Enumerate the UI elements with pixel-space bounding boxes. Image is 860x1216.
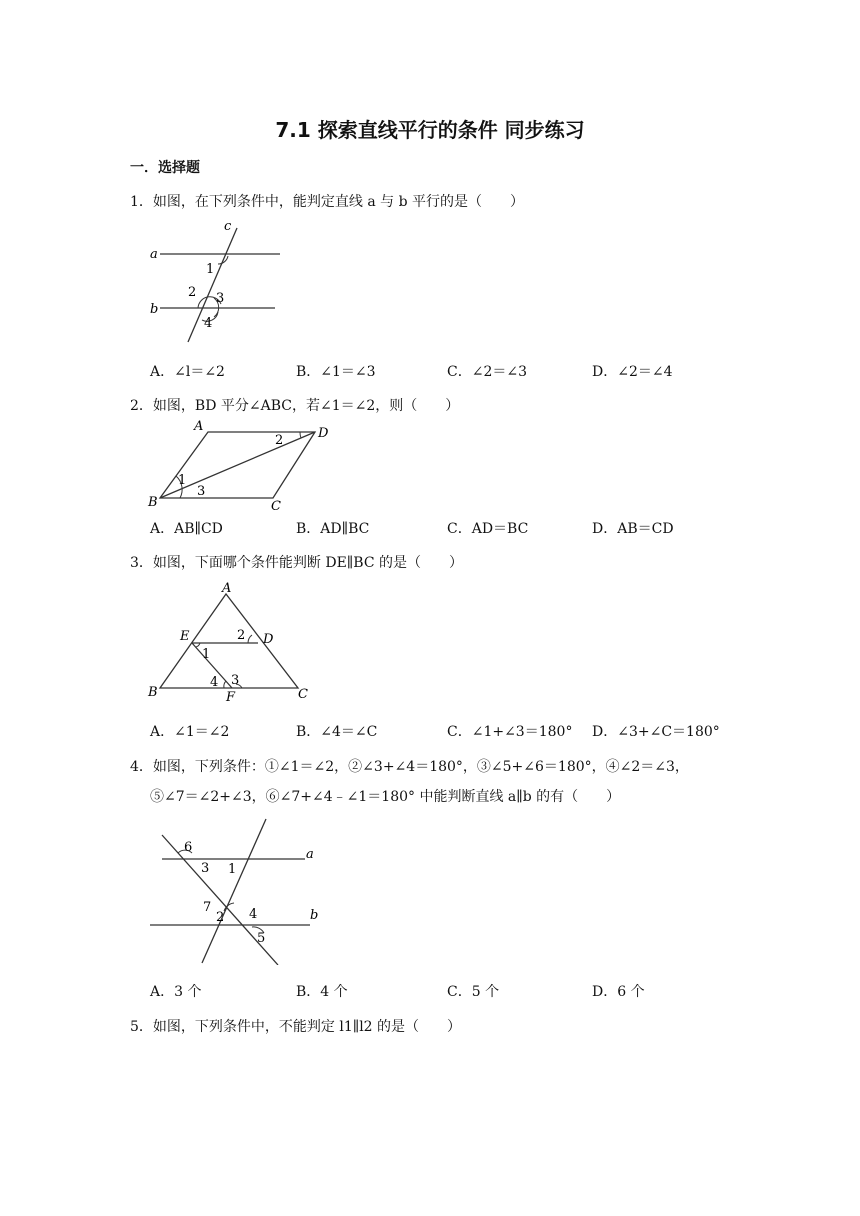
q4-label-a: a bbox=[306, 847, 314, 862]
q4-label-4: 4 bbox=[249, 907, 258, 922]
q1-option-d[interactable]: D．∠2＝∠4 bbox=[592, 364, 673, 380]
question-4-stem-line-1: 4．如图，下列条件：①∠1＝∠2，②∠3+∠4＝180°，③∠5+∠6＝180°，④∠2＝∠3， bbox=[130, 759, 689, 775]
q2-label-3: 3 bbox=[197, 484, 206, 499]
q4-label-3: 3 bbox=[201, 861, 210, 876]
q4-option-c[interactable]: C．5 个 bbox=[447, 984, 500, 1000]
q3-label-1: 1 bbox=[202, 647, 211, 662]
q1-option-a[interactable]: A．∠l＝∠2 bbox=[150, 364, 225, 380]
question-2-figure bbox=[140, 418, 340, 516]
q4-option-d[interactable]: D．6 个 bbox=[592, 984, 645, 1000]
q1-label-3: 3 bbox=[216, 291, 225, 306]
q2-label-d: D bbox=[318, 426, 329, 441]
question-1-figure bbox=[140, 216, 290, 346]
question-3-figure bbox=[140, 580, 320, 705]
q1-label-a: a bbox=[150, 247, 158, 262]
q2-option-b[interactable]: B．AD∥BC bbox=[296, 521, 370, 537]
q1-label-4: 4 bbox=[204, 316, 213, 331]
q1-option-c[interactable]: C．∠2＝∠3 bbox=[447, 364, 527, 380]
q3-label-c: C bbox=[298, 687, 308, 702]
q3-label-e: E bbox=[180, 629, 190, 644]
q3-option-d[interactable]: D．∠3+∠C＝180° bbox=[592, 724, 720, 740]
question-2-stem: 2．如图，BD 平分∠ABC，若∠1＝∠2，则（ ） bbox=[130, 398, 460, 414]
q4-label-2: 2 bbox=[216, 910, 225, 925]
q3-option-c[interactable]: C．∠1+∠3＝180° bbox=[447, 724, 573, 740]
q2-option-a[interactable]: A．AB∥CD bbox=[150, 521, 223, 537]
q4-label-1: 1 bbox=[228, 862, 237, 877]
q4-label-7: 7 bbox=[203, 900, 212, 915]
q3-option-a[interactable]: A．∠1＝∠2 bbox=[150, 724, 230, 740]
page-title: 7.1 探索直线平行的条件 同步练习 bbox=[275, 118, 585, 142]
q4-option-b[interactable]: B．4 个 bbox=[296, 984, 348, 1000]
q2-option-c[interactable]: C．AD＝BC bbox=[447, 521, 529, 537]
section-heading: 一．选择题 bbox=[130, 160, 200, 176]
question-1-stem: 1．如图，在下列条件中，能判定直线 a 与 b 平行的是（ ） bbox=[130, 194, 525, 210]
q3-label-4: 4 bbox=[210, 675, 219, 690]
q3-label-b: B bbox=[148, 685, 158, 700]
q4-label-5: 5 bbox=[257, 931, 266, 946]
q2-label-b: B bbox=[148, 495, 158, 510]
q3-label-2: 2 bbox=[237, 628, 246, 643]
question-4-stem-line-2: ⑤∠7＝∠2+∠3，⑥∠7+∠4﹣∠1＝180° 中能判断直线 a∥b 的有（ ） bbox=[150, 789, 621, 805]
q1-label-2: 2 bbox=[188, 285, 197, 300]
question-5-stem: 5．如图，下列条件中，不能判定 l1∥l2 的是（ ） bbox=[130, 1019, 462, 1035]
q3-label-d: D bbox=[263, 632, 274, 647]
q3-label-f: F bbox=[226, 690, 236, 705]
q2-label-c: C bbox=[271, 499, 281, 514]
q4-option-a[interactable]: A．3 个 bbox=[150, 984, 202, 1000]
q3-label-3: 3 bbox=[231, 673, 240, 688]
q2-option-d[interactable]: D．AB＝CD bbox=[592, 521, 674, 537]
q2-label-2: 2 bbox=[275, 433, 284, 448]
question-3-stem: 3．如图，下面哪个条件能判断 DE∥BC 的是（ ） bbox=[130, 555, 463, 571]
q2-label-1: 1 bbox=[178, 473, 187, 488]
q2-label-a: A bbox=[194, 419, 204, 434]
q1-label-c: c bbox=[224, 219, 232, 234]
q1-label-b: b bbox=[150, 302, 159, 317]
q1-option-b[interactable]: B．∠1＝∠3 bbox=[296, 364, 376, 380]
q4-label-b: b bbox=[310, 908, 319, 923]
q1-label-1: 1 bbox=[206, 262, 215, 277]
question-4-figure bbox=[140, 815, 330, 965]
q4-label-6: 6 bbox=[184, 840, 193, 855]
q3-label-a: A bbox=[222, 581, 232, 596]
q3-option-b[interactable]: B．∠4＝∠C bbox=[296, 724, 378, 740]
